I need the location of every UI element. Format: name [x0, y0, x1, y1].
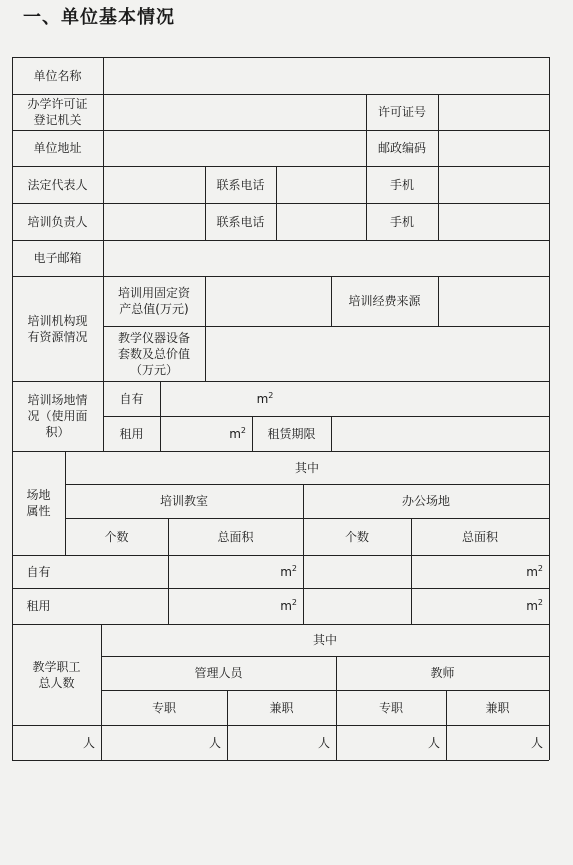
classroom-count-header: 个数 [104, 529, 129, 544]
office-count-header: 个数 [344, 529, 369, 544]
square-meter-exponent: 2 [537, 563, 543, 573]
funding-source-label: 培训经费来源 [348, 294, 421, 308]
classroom-owned-area[interactable] [168, 555, 303, 588]
square-meter-unit: $m^2$ [280, 598, 297, 613]
classroom-owned-count[interactable] [65, 555, 168, 588]
contact-phone-label-2: 联系电话 [216, 214, 265, 229]
venue-label: 培训场地情 况（使用面 积） [27, 393, 88, 439]
unit-name-field[interactable] [103, 57, 549, 94]
classroom-area-header: 总面积 [217, 529, 254, 544]
lease-term-label: 租赁期限 [267, 426, 316, 441]
table-rule-vertical [549, 57, 550, 760]
mobile-field-2[interactable] [438, 203, 549, 240]
unit-name-label: 单位名称 [33, 68, 82, 83]
unit-address-field[interactable] [103, 130, 366, 166]
training-head-field[interactable] [103, 203, 205, 240]
managers-fulltime-header: 专职 [151, 700, 176, 715]
contact-phone-field-1[interactable] [276, 166, 366, 203]
square-meter-unit: $m^2$ [526, 563, 543, 579]
classroom-header: 培训教室 [159, 494, 208, 508]
mobile-label-2: 手机 [389, 214, 414, 229]
teachers-parttime-header: 兼职 [485, 700, 510, 715]
postal-code-field[interactable] [438, 130, 549, 166]
attr-owned-label: 自有 [26, 564, 51, 579]
square-meter-exponent: 2 [268, 390, 274, 400]
section-heading: 一、单位基本情况 [23, 7, 175, 28]
table-rule-horizontal [12, 760, 549, 761]
square-meter-exponent: 2 [291, 598, 297, 607]
email-field[interactable] [103, 240, 549, 276]
contact-phone-field-2[interactable] [276, 203, 366, 240]
square-meter-exponent: 2 [240, 425, 246, 435]
staff-total-count[interactable]: 人 [82, 735, 95, 750]
resources-label: 培训机构现 有资源情况 [27, 313, 88, 344]
funding-source-field[interactable] [438, 276, 549, 326]
managers-parttime-header: 兼职 [269, 700, 294, 715]
teachers-fulltime-header: 专职 [378, 700, 403, 715]
license-no-label: 许可证号 [377, 105, 426, 119]
equipment-label: 教学仪器设备 套数及总价值 （万元） [117, 330, 190, 377]
office-owned-count[interactable] [303, 555, 411, 588]
mobile-label-1: 手机 [389, 177, 414, 192]
square-meter-exponent: 2 [537, 598, 543, 607]
venue-rented-area[interactable] [160, 416, 252, 451]
square-meter-unit: $m^2$ [256, 390, 274, 406]
among-header-2: 其中 [312, 633, 337, 647]
lease-term-field[interactable] [331, 416, 549, 451]
training-head-label: 培训负责人 [27, 214, 88, 229]
office-header: 办公场地 [401, 494, 450, 508]
venue-owned-area[interactable] [160, 381, 370, 416]
square-meter-unit: $m^2$ [280, 563, 297, 579]
equipment-field[interactable] [205, 326, 549, 381]
venue-rented-label: 租用 [119, 426, 144, 441]
office-area-header: 总面积 [461, 529, 498, 544]
managers-fulltime-count[interactable]: 人 [208, 735, 221, 750]
license-authority-label: 办学许可证 登记机关 [27, 97, 88, 127]
staff-total-label: 教学职工 总人数 [32, 659, 81, 690]
classroom-rented-count[interactable] [65, 588, 168, 624]
fixed-assets-label: 培训用固定资 产总值(万元) [117, 286, 190, 316]
license-authority-field[interactable] [103, 94, 366, 130]
square-meter-exponent: 2 [291, 563, 297, 573]
email-label: 电子邮箱 [33, 251, 82, 265]
among-header-1: 其中 [294, 460, 319, 475]
square-meter-unit: $m^2$ [229, 425, 246, 441]
venue-owned-label: 自有 [119, 391, 144, 406]
teachers-parttime-count[interactable]: 人 [530, 735, 543, 750]
contact-phone-label-1: 联系电话 [216, 177, 265, 192]
legal-rep-label: 法定代表人 [27, 177, 88, 192]
attr-rented-label: 租用 [26, 599, 51, 613]
unit-address-label: 单位地址 [33, 141, 82, 155]
teachers-fulltime-count[interactable]: 人 [427, 735, 440, 750]
legal-rep-field[interactable] [103, 166, 205, 203]
license-no-field[interactable] [438, 94, 549, 130]
classroom-rented-area[interactable] [168, 588, 303, 624]
office-owned-area[interactable] [411, 555, 549, 588]
mobile-field-1[interactable] [438, 166, 549, 203]
postal-code-label: 邮政编码 [377, 141, 426, 155]
office-rented-count[interactable] [303, 588, 411, 624]
venue-attr-label: 场地 属性 [26, 488, 51, 518]
managers-header: 管理人员 [194, 666, 243, 680]
office-rented-area[interactable] [411, 588, 549, 624]
fixed-assets-field[interactable] [205, 276, 331, 326]
square-meter-unit: $m^2$ [526, 598, 543, 613]
managers-parttime-count[interactable]: 人 [317, 735, 330, 750]
teachers-header: 教师 [430, 666, 455, 680]
